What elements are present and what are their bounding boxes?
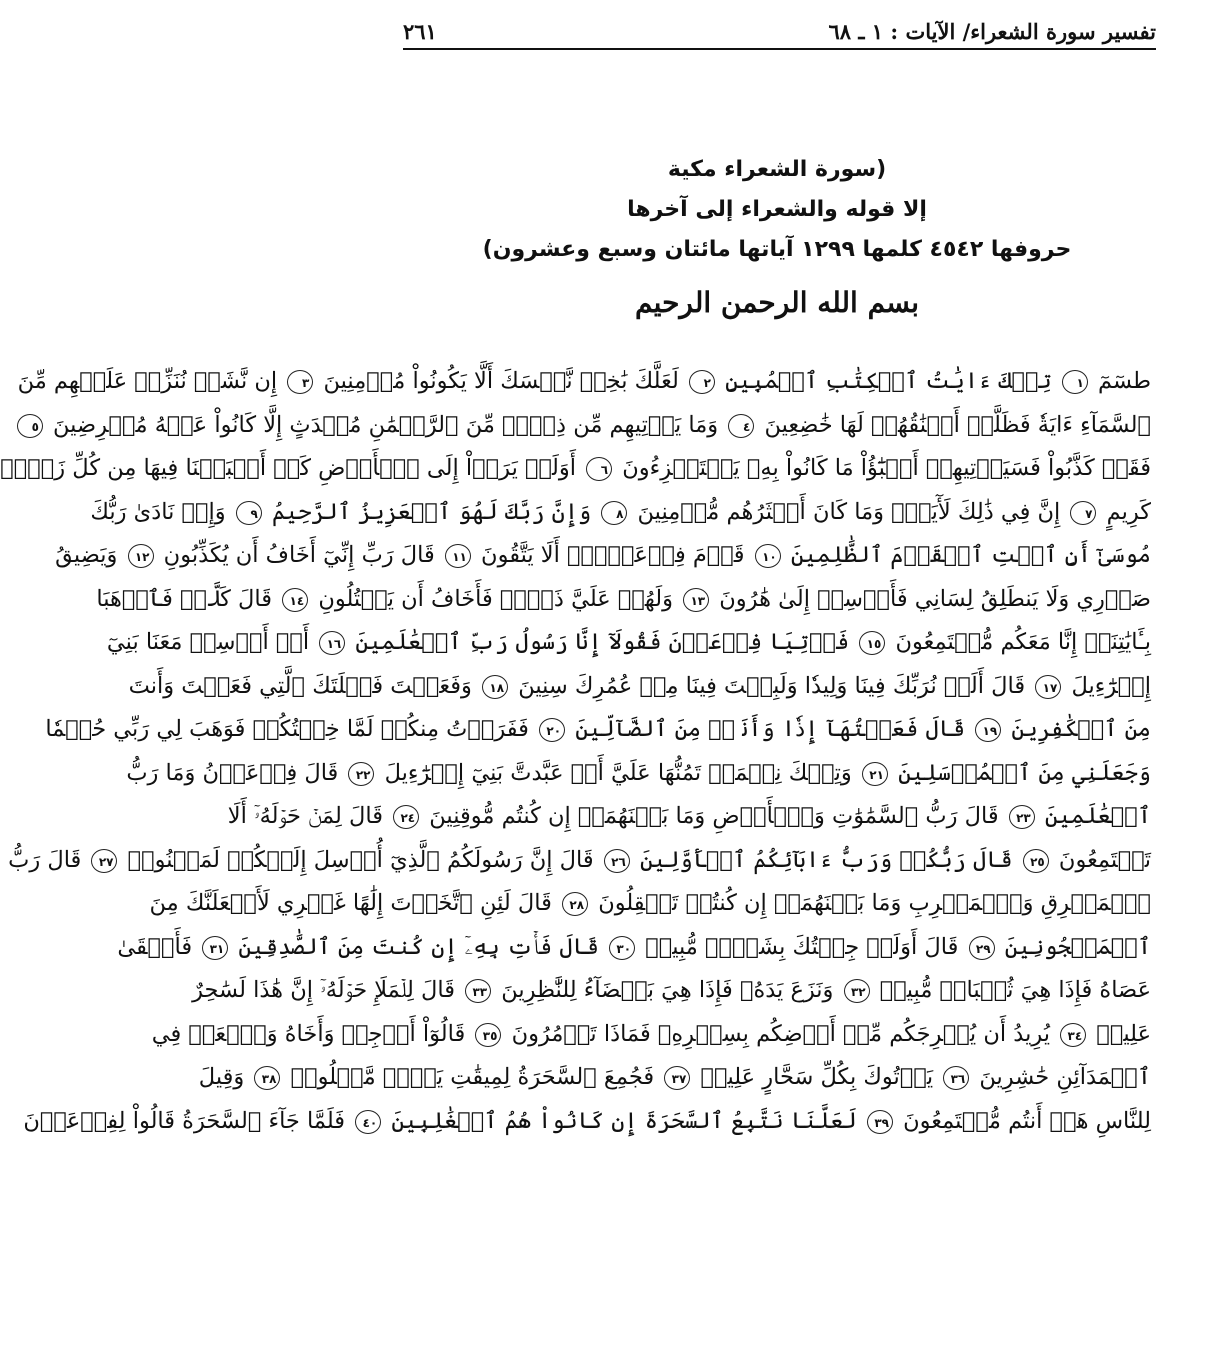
verse-text: قَالُوٓاْ أَرۡجِهۡ وَأَخَاهُ وَٱبۡعَثۡ فِي — [151, 1020, 466, 1047]
verse-text: عَصَاهُ فَإِذَا هِيَ ثُعۡبَانٞ مُّبِينٞ — [879, 977, 1151, 1003]
verse-text: صَدۡرِي وَلَا يَنطَلِقُ لِسَانِي فَأَرۡسِلۡ إِلَىٰ هَٰرُونَ — [719, 585, 1151, 612]
verse-text: فَأَلۡقَىٰ — [117, 933, 193, 960]
verse-text: تَسۡتَمِعُونَ — [1058, 846, 1151, 873]
verse-line — [23, 1100, 1151, 1144]
verse-line — [45, 708, 1151, 752]
ayah-number-marker: ٣٣ — [465, 979, 491, 1003]
verse-text: قَالَ فِرۡعَوۡنُ وَمَا رَبُّ — [126, 759, 339, 786]
verse-text: وَمَا يَأۡتِيهِم مِّن ذِكۡرٖ مِّنَ ٱلرَّحۡمَٰنِ مُحۡدَثٍ إِلَّا كَانُواْ عَنۡهُ مُعۡرِضِينَ — [53, 411, 719, 438]
verse-text: ٱلسَّمَآءِ ءَايَةٗ فَظَلَّتۡ أَعۡنَٰقُهُمۡ لَهَا خَٰضِعِينَ — [764, 411, 1151, 438]
verse-text: قَالَ لِمَنۡ حَوۡلَهُۥٓ أَلَا — [227, 803, 383, 829]
verse-line — [128, 665, 1151, 709]
verse-text: فَقَدۡ كَذَّبُواْ فَسَيَأۡتِيهِمۡ أَنۢبَٰٓؤُاْ مَا كَانُواْ بِهِۦ يَسۡتَهۡزِءُونَ — [622, 455, 1151, 481]
ayah-number-marker: ٣ — [287, 370, 313, 394]
ayah-number-marker: ٣٢ — [844, 979, 870, 1003]
surah-exception-line: إلا قوله والشعراء إلى آخرها — [627, 197, 927, 222]
basmala: بسم الله الرحمن الرحيم — [635, 286, 919, 319]
verse-text: وَنَزَعَ يَدَهُۥ فَإِذَا هِيَ بَيۡضَآءُ لِلنَّٰظِرِينَ — [501, 977, 834, 1003]
ayah-number-marker: ٢٤ — [393, 805, 419, 829]
header-title: تفسير سورة الشعراء/ الآيات : ١ ـ ٦٨ — [828, 19, 1156, 44]
ayah-number-marker: ٢٧ — [91, 849, 117, 873]
quran-text-block — [0, 360, 1151, 1332]
verse-line — [227, 795, 1151, 839]
verse-text: قَالَ كَلَّاۖ فَٱذۡهَبَا — [96, 585, 273, 612]
verse-line — [151, 1013, 1151, 1057]
verse-line — [106, 621, 1151, 665]
ayah-number-marker: ٣٦ — [943, 1066, 969, 1090]
verse-text: عَلِيمٞ — [1096, 1020, 1151, 1047]
ayah-number-marker: ٣٥ — [475, 1023, 501, 1047]
ayah-number-marker: ٣٧ — [664, 1066, 690, 1090]
verse-line — [31, 404, 1151, 448]
verse-text: قَالَ رَبُّ ٱلسَّمَٰوَٰتِ وَٱلۡأَرۡضِ وَمَا بَيۡنَهُمَآۖ إِن كُنتُم مُّوقِنِينَ — [429, 803, 999, 829]
verse-text: قَالَ رَبِّ إِنِّيٓ أَخَافُ أَن يُكَذِّبُونِ — [163, 542, 435, 568]
verse-line — [192, 969, 1151, 1013]
ayah-number-marker: ٢٣ — [1009, 805, 1035, 829]
ayah-number-marker: ٢١ — [862, 762, 888, 786]
verse-text: فَأۡتِيَا فِرۡعَوۡنَ فَقُولَآ إِنَّا رَسُولُ رَبِّ ٱلۡعَٰلَمِينَ — [355, 629, 850, 655]
verse-line — [198, 1056, 1151, 1100]
ayah-number-marker: ١٠ — [755, 544, 781, 568]
verse-text: إِنَّ فِي ذَٰلِكَ لَأٓيَةٗۖ وَمَا كَانَ أَكۡثَرُهُم مُّؤۡمِنِينَ — [637, 498, 1061, 525]
ayah-number-marker: ١٤ — [282, 588, 308, 612]
ayah-number-marker: ١٦ — [319, 631, 345, 655]
verse-text: وَفَعَلۡتَ فَعۡلَتَكَ ٱلَّتِي فَعَلۡتَ وَأَنتَ — [128, 672, 472, 699]
ayah-number-marker: ١٨ — [482, 675, 508, 699]
ayah-number-marker: ٦ — [586, 457, 612, 481]
verse-text: وَتِلۡكَ نِعۡمَةٞ تَمُنُّهَا عَلَيَّ أَنۡ عَبَّدتَّ بَنِيٓ إِسۡرَٰٓءِيلَ — [384, 759, 852, 786]
surah-introduction — [413, 150, 1141, 330]
ayah-number-marker: ١٥ — [859, 631, 885, 655]
verse-text: بِـَٔايَٰتِنَآۖ إِنَّا مَعَكُم مُّسۡتَمِعُونَ — [895, 629, 1151, 655]
ayah-number-marker: ٧ — [1070, 501, 1096, 525]
verse-text: قَالَ رَبُّكُمۡ وَرَبُّ ءَابَآئِكُمُ ٱلۡأَوَّلِينَ — [639, 846, 1013, 873]
ayah-number-marker: ٢٠ — [539, 718, 565, 742]
ayah-number-marker: ١٣ — [683, 588, 709, 612]
verse-text: لَعَلَّنَا نَتَّبِعُ ٱلسَّحَرَةَ إِن كَانُواْ هُمُ ٱلۡغَٰلِبِينَ — [391, 1107, 857, 1134]
verse-text: لَعَلَّكَ بَٰخِعٞ نَّفۡسَكَ أَلَّا يَكُونُواْ مُؤۡمِنِينَ — [323, 368, 679, 394]
verse-text: مِنَ ٱلۡكَٰفِرِينَ — [1011, 716, 1151, 742]
verse-text: إِن نَّشَأۡ نُنَزِّلۡ عَلَيۡهِم مِّنَ — [17, 368, 278, 394]
verse-text: قَالَ إِنَّ رَسُولَكُمُ ٱلَّذِيٓ أُرۡسِلَ إِلَيۡكُمۡ لَمَجۡنُونٞ — [127, 846, 594, 873]
verse-text: طسٓمٓ — [1098, 368, 1151, 394]
verse-text: فَجُمِعَ ٱلسَّحَرَةُ لِمِيقَٰتِ يَوۡمٖ مَّعۡلُومٖ — [290, 1064, 655, 1090]
running-header — [403, 10, 1156, 50]
verse-line — [8, 839, 1151, 883]
verse-text: يُرِيدُ أَن يُخۡرِجَكُم مِّنۡ أَرۡضِكُم بِسِحۡرِهِۦ فَمَاذَا تَأۡمُرُونَ — [511, 1020, 1051, 1047]
ayah-number-marker: ٢٦ — [604, 849, 630, 873]
ayah-number-marker: ١٧ — [1035, 675, 1061, 699]
ayah-number-marker: ٣٨ — [254, 1066, 280, 1090]
surah-name-line: (سورة الشعراء مكية — [667, 157, 887, 182]
ayah-number-marker: ٣٠ — [609, 936, 635, 960]
verse-text: لِلنَّاسِ هَلۡ أَنتُم مُّجۡتَمِعُونَ — [903, 1107, 1151, 1134]
verse-line — [55, 534, 1151, 578]
verse-line — [90, 491, 1151, 535]
ayah-number-marker: ٢٢ — [348, 762, 374, 786]
verse-text: كَرِيمٍ — [1106, 498, 1151, 525]
verse-line — [96, 578, 1151, 622]
verse-text: قَالَ رَبُّ — [8, 846, 82, 873]
verse-text: قَالَ فَأۡتِ بِهِۦٓ إِن كُنتَ مِنَ ٱلصَّٰدِقِينَ — [238, 933, 599, 960]
ayah-number-marker: ٣٤ — [1060, 1023, 1086, 1047]
verse-text: وَيَضِيقُ — [55, 542, 118, 568]
verse-text: وَقِيلَ — [198, 1064, 245, 1090]
verse-text: قَالَ لِلۡمَلَإِ حَوۡلَهُۥٓ إِنَّ هَٰذَا لَسَٰحِرٌ — [192, 977, 455, 1003]
ayah-number-marker: ٨ — [601, 501, 627, 525]
ayah-number-marker: ٢٨ — [562, 892, 588, 916]
ayah-number-marker: ١١ — [445, 544, 471, 568]
verse-text: فَفَرَرۡتُ مِنكُمۡ لَمَّا خِفۡتُكُمۡ فَوَهَبَ لِي رَبِّي حُكۡمٗا — [45, 716, 529, 742]
verse-text: إِسۡرَٰٓءِيلَ — [1071, 672, 1151, 699]
ayah-number-marker: ٥ — [17, 414, 43, 438]
ayah-number-marker: ٢٥ — [1023, 849, 1049, 873]
verse-text: ٱلۡمَدَآئِنِ حَٰشِرِينَ — [979, 1064, 1151, 1090]
ayah-number-marker: ٤ — [728, 414, 754, 438]
verse-text: وَلَهُمۡ عَلَيَّ ذَنۢبٞ فَأَخَافُ أَن يَقۡتُلُونِ — [318, 585, 673, 612]
verse-text: قَالَ فَعَلۡتُهَآ إِذٗا وَأَنَا۠ مِنَ ٱلضَّآلِّينَ — [575, 716, 966, 742]
verse-text: قَالَ أَلَمۡ نُرَبِّكَ فِينَا وَلِيدٗا وَلَبِثۡتَ فِينَا مِنۡ عُمُرِكَ سِنِينَ — [518, 672, 1026, 699]
verse-text: فَلَمَّا جَآءَ ٱلسَّحَرَةُ قَالُواْ لِفِرۡعَوۡنَ — [23, 1107, 346, 1134]
verse-text: قَوۡمَ فِرۡعَوۡنَۚ أَلَا يَتَّقُونَ — [481, 542, 745, 568]
ayah-number-marker: ٢٩ — [969, 936, 995, 960]
verse-text: قَالَ أَوَلَوۡ جِئۡتُكَ بِشَيۡءٖ مُّبِينٖ — [645, 933, 959, 960]
verse-line — [0, 447, 1151, 491]
verse-text: يَأۡتُوكَ بِكُلِّ سَحَّارٍ عَلِيمٖ — [700, 1064, 934, 1090]
ayah-number-marker: ١٢ — [128, 544, 154, 568]
verse-text: وَإِنَّ رَبَّكَ لَهُوَ ٱلۡعَزِيزُ ٱلرَّحِيمُ — [271, 498, 592, 525]
verse-text: قَالَ لَئِنِ ٱتَّخَذۡتَ إِلَٰهًا غَيۡرِي لَأَجۡعَلَنَّكَ مِنَ — [149, 890, 552, 916]
ayah-number-marker: ١٩ — [975, 718, 1001, 742]
ayah-number-marker: ٢ — [689, 370, 715, 394]
ayah-number-marker: ٩ — [236, 501, 262, 525]
verse-text: ٱلۡمَشۡرِقِ وَٱلۡمَغۡرِبِ وَمَا بَيۡنَهُمَآۖ إِن كُنتُمۡ تَعۡقِلُونَ — [598, 890, 1151, 916]
verse-text: مُوسَىٰٓ أَنِ ٱئۡتِ ٱلۡقَوۡمَ ٱلظَّٰلِمِينَ — [790, 542, 1151, 568]
verse-text: تِلۡكَ ءَايَٰتُ ٱلۡكِتَٰبِ ٱلۡمُبِينِ — [725, 368, 1052, 394]
verse-line — [126, 752, 1151, 796]
verse-text: ٱلۡمَسۡجُونِينَ — [1004, 933, 1151, 960]
verse-text: أَوَلَمۡ يَرَوۡاْ إِلَى ٱلۡأَرۡضِ كَمۡ أَنۢبَتۡنَا فِيهَا مِن كُلِّ زَوۡجٖ — [0, 455, 576, 481]
verse-line — [117, 926, 1151, 970]
verse-line — [149, 882, 1151, 926]
verse-text: وَإِذۡ نَادَىٰ رَبُّكَ — [90, 498, 226, 525]
ayah-number-marker: ٤٠ — [355, 1110, 381, 1134]
verse-text: ٱلۡعَٰلَمِينَ — [1044, 803, 1151, 829]
ayah-number-marker: ٣٩ — [867, 1110, 893, 1134]
verse-line — [17, 360, 1151, 404]
verse-text: أَنۡ أَرۡسِلۡ مَعَنَا بَنِيٓ — [106, 629, 310, 655]
verse-text: وَجَعَلَنِي مِنَ ٱلۡمُرۡسَلِينَ — [898, 759, 1151, 786]
ayah-number-marker: ١ — [1062, 370, 1088, 394]
ayah-number-marker: ٣١ — [202, 936, 228, 960]
surah-stats-line: حروفها ٤٥٤٢ كلمها ١٢٩٩ آياتها مائتان وسبع وعشرون) — [482, 237, 1072, 262]
page-number: ٢٦١ — [403, 19, 437, 44]
